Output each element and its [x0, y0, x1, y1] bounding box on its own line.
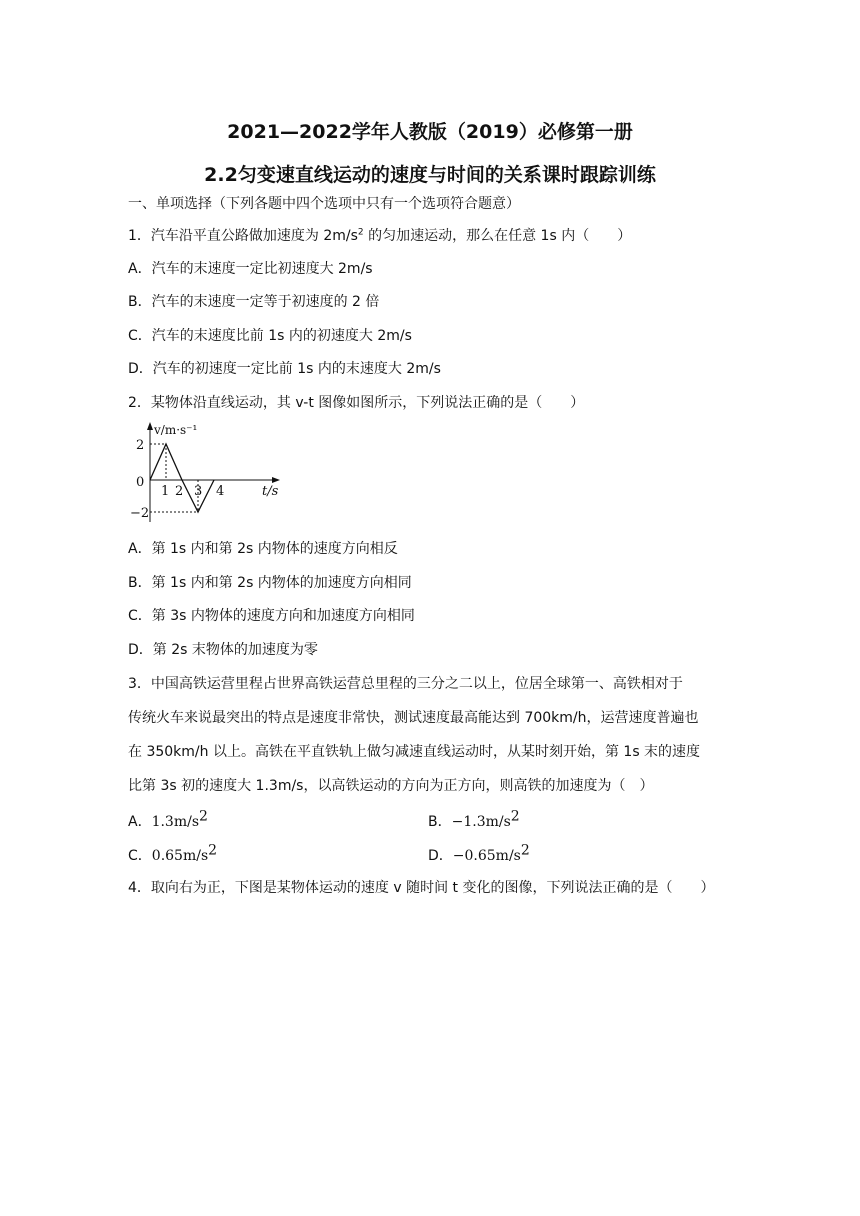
vt-graph-tick-y2: 2 — [136, 438, 145, 453]
question-1-option-c: C．汽车的末速度比前 1s 内的初速度大 2m/s — [128, 328, 412, 344]
question-3-option-c-letter: C． — [128, 848, 152, 864]
question-2-option-c: C．第 3s 内物体的速度方向和加速度方向相同 — [128, 608, 415, 624]
vt-graph-tick-x4: 4 — [216, 484, 225, 499]
question-2-option-d: D．第 2s 末物体的加速度为零 — [128, 642, 318, 658]
question-2-option-a: A．第 1s 内和第 2s 内物体的速度方向相反 — [128, 541, 398, 557]
question-3-option-c-sup: 2 — [208, 842, 218, 859]
question-1-stem-sup: 2 — [357, 227, 364, 238]
question-3-option-b — [428, 808, 520, 832]
question-2-option-b: B．第 1s 内和第 2s 内物体的加速度方向相同 — [128, 575, 412, 591]
question-3-stem-line4: 比第 3s 初的速度大 1.3m/s，以高铁运动的方向为正方向，则高铁的加速度为（ ） — [128, 778, 654, 794]
document-title-line1: 2021—2022学年人教版（2019）必修第一册 — [227, 121, 633, 143]
question-3-option-a-sup: 2 — [199, 808, 208, 825]
question-3-option-a — [128, 808, 208, 832]
question-1-stem-pre: 1．汽车沿平直公路做加速度为 2m/s — [128, 228, 358, 244]
section-heading: 一、单项选择（下列各题中四个选项中只有一个选项符合题意） — [128, 196, 520, 212]
question-3-option-d-letter: D． — [428, 848, 453, 864]
question-3-stem-line3: 在 350km/h 以上。高铁在平直铁轨上做匀减速直线运动时，从某时刻开始，第 1s 末的速度 — [128, 744, 701, 760]
question-3-option-b-sup: 2 — [510, 808, 520, 825]
vt-graph-x-arrow — [272, 477, 280, 483]
vt-graph-tick-yneg2: −2 — [130, 506, 150, 521]
question-1-stem — [128, 226, 631, 246]
question-3-option-a-letter: A． — [128, 814, 152, 830]
question-3-stem-line1: 3．中国高铁运营里程占世界高铁运营总里程的三分之二以上，位居全球第一、高铁相对于 — [128, 676, 683, 692]
question-3-option-a-value: 1.3m/s — [151, 814, 200, 830]
question-1-option-a: A．汽车的末速度一定比初速度大 2m/s — [128, 261, 373, 277]
vt-graph-line — [150, 444, 214, 512]
question-1-option-b: B．汽车的末速度一定等于初速度的 2 倍 — [128, 294, 380, 310]
question-4-stem: 4．取向右为正，下图是某物体运动的速度 v 随时间 t 变化的图像，下列说法正确的是（ ） — [128, 880, 715, 896]
vt-graph-y-label: v/m·s⁻¹ — [154, 423, 198, 437]
question-3-stem-line2: 传统火车来说最突出的特点是速度非常快，测试速度最高能达到 700km/h，运营速度普遍也 — [128, 710, 699, 726]
question-1-stem-post: 的匀加速运动，那么在任意 1s 内（ ） — [363, 228, 632, 244]
question-3-option-d — [428, 842, 530, 866]
question-3-option-c-value: 0.65m/s — [151, 848, 209, 864]
vt-graph-x-label: t/s — [262, 484, 279, 499]
vt-graph-tick-x1: 1 — [161, 484, 170, 499]
question-2-stem: 2．某物体沿直线运动，其 v-t 图像如图所示，下列说法正确的是（ ） — [128, 395, 585, 411]
vt-graph-tick-x2: 2 — [175, 484, 184, 499]
document-title-line2: 2.2匀变速直线运动的速度与时间的关系课时跟踪训练 — [204, 164, 656, 186]
question-3-option-c — [128, 842, 218, 866]
question-3-option-d-sup: 2 — [520, 842, 530, 859]
vt-graph-y-arrow — [147, 422, 153, 430]
question-3-option-b-value: −1.3m/s — [451, 814, 511, 830]
vt-graph-tick-origin: 0 — [136, 475, 145, 490]
question-3-option-d-value: −0.65m/s — [452, 848, 521, 864]
question-3-option-b-letter: B． — [428, 814, 452, 830]
vt-graph-tick-x3: 3 — [194, 484, 203, 499]
question-1-option-d: D．汽车的初速度一定比前 1s 内的末速度大 2m/s — [128, 361, 441, 377]
vt-graph — [130, 420, 290, 530]
